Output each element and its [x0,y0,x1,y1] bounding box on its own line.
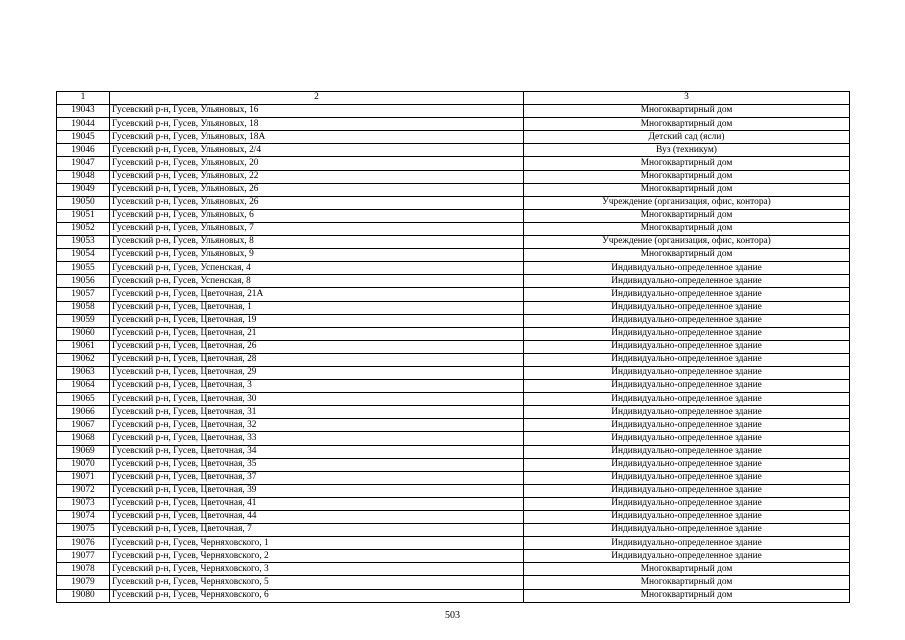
registry-table-body [57,92,850,603]
address-cell: Гусевский р-н, Гусев, Ульяновых, 9 [110,249,524,262]
table-row [57,249,850,262]
object-type-cell: Индивидуально-определенное здание [524,275,850,288]
row-number-cell: 19080 [57,589,110,602]
table-row [57,550,850,563]
row-number-cell: 19075 [57,524,110,537]
table-row [57,380,850,393]
row-number-cell: 19064 [57,380,110,393]
table-row [57,458,850,471]
row-number-cell: 19050 [57,196,110,209]
row-number-cell: 19076 [57,537,110,550]
address-cell: Гусевский р-н, Гусев, Ульяновых, 26 [110,183,524,196]
page-number: 503 [445,610,460,621]
table-row [57,340,850,353]
object-type-cell: Учреждение (организация, офис, контора) [524,196,850,209]
row-number-cell: 19073 [57,497,110,510]
object-type-cell: Многоквартирный дом [524,563,850,576]
table-row [57,262,850,275]
object-type-cell: Индивидуально-определенное здание [524,380,850,393]
table-row [57,563,850,576]
object-type-cell: Индивидуально-определенное здание [524,288,850,301]
object-type-cell: Многоквартирный дом [524,118,850,131]
address-cell: Гусевский р-н, Гусев, Цветочная, 33 [110,432,524,445]
address-cell: Гусевский р-н, Гусев, Цветочная, 26 [110,340,524,353]
row-number-cell: 19056 [57,275,110,288]
address-cell: Гусевский р-н, Гусев, Цветочная, 7 [110,524,524,537]
address-cell: Гусевский р-н, Гусев, Ульяновых, 7 [110,222,524,235]
object-type-cell: Многоквартирный дом [524,249,850,262]
column-header-1: 1 [57,92,110,105]
table-row [57,393,850,406]
table-row [57,118,850,131]
address-cell: Гусевский р-н, Гусев, Черняховского, 5 [110,576,524,589]
address-cell: Гусевский р-н, Гусев, Ульяновых, 8 [110,236,524,249]
table-row [57,183,850,196]
table-row [57,576,850,589]
table-row [57,144,850,157]
address-cell: Гусевский р-н, Гусев, Черняховского, 6 [110,589,524,602]
row-number-cell: 19045 [57,131,110,144]
object-type-cell: Индивидуально-определенное здание [524,301,850,314]
registry-table [56,91,850,603]
object-type-cell: Многоквартирный дом [524,183,850,196]
object-type-cell: Многоквартирный дом [524,170,850,183]
table-row [57,484,850,497]
address-cell: Гусевский р-н, Гусев, Ульяновых, 18А [110,131,524,144]
object-type-cell: Индивидуально-определенное здание [524,262,850,275]
row-number-cell: 19044 [57,118,110,131]
row-number-cell: 19061 [57,340,110,353]
object-type-cell: Многоквартирный дом [524,222,850,235]
address-cell: Гусевский р-н, Гусев, Ульяновых, 26 [110,196,524,209]
table-row [57,419,850,432]
table-row [57,445,850,458]
address-cell: Гусевский р-н, Гусев, Ульяновых, 2/4 [110,144,524,157]
address-cell: Гусевский р-н, Гусев, Ульяновых, 16 [110,105,524,118]
object-type-cell: Индивидуально-определенное здание [524,340,850,353]
object-type-cell: Индивидуально-определенное здание [524,537,850,550]
table-row [57,236,850,249]
column-header-2: 2 [110,92,524,105]
row-number-cell: 19049 [57,183,110,196]
row-number-cell: 19068 [57,432,110,445]
table-row [57,406,850,419]
row-number-cell: 19062 [57,353,110,366]
object-type-cell: Индивидуально-определенное здание [524,484,850,497]
object-type-cell: Индивидуально-определенное здание [524,406,850,419]
address-cell: Гусевский р-н, Гусев, Цветочная, 21 [110,327,524,340]
row-number-cell: 19043 [57,105,110,118]
row-number-cell: 19051 [57,209,110,222]
address-cell: Гусевский р-н, Гусев, Черняховского, 2 [110,550,524,563]
address-cell: Гусевский р-н, Гусев, Черняховского, 1 [110,537,524,550]
table-row [57,209,850,222]
row-number-cell: 19078 [57,563,110,576]
table-row [57,157,850,170]
address-cell: Гусевский р-н, Гусев, Цветочная, 21А [110,288,524,301]
address-cell: Гусевский р-н, Гусев, Ульяновых, 20 [110,157,524,170]
row-number-cell: 19071 [57,471,110,484]
row-number-cell: 19074 [57,511,110,524]
row-number-cell: 19047 [57,157,110,170]
address-cell: Гусевский р-н, Гусев, Ульяновых, 22 [110,170,524,183]
object-type-cell: Детский сад (ясли) [524,131,850,144]
address-cell: Гусевский р-н, Гусев, Цветочная, 30 [110,393,524,406]
object-type-cell: Индивидуально-определенное здание [524,511,850,524]
row-number-cell: 19067 [57,419,110,432]
table-row [57,353,850,366]
object-type-cell: Индивидуально-определенное здание [524,497,850,510]
object-type-cell: Индивидуально-определенное здание [524,458,850,471]
table-row [57,537,850,550]
table-row [57,301,850,314]
table-row [57,131,850,144]
table-row [57,432,850,445]
address-cell: Гусевский р-н, Гусев, Цветочная, 39 [110,484,524,497]
object-type-cell: Индивидуально-определенное здание [524,353,850,366]
table-row [57,471,850,484]
address-cell: Гусевский р-н, Гусев, Цветочная, 44 [110,511,524,524]
object-type-cell: Многоквартирный дом [524,157,850,170]
address-cell: Гусевский р-н, Гусев, Цветочная, 29 [110,366,524,379]
object-type-cell: Вуз (техникум) [524,144,850,157]
address-cell: Гусевский р-н, Гусев, Цветочная, 1 [110,301,524,314]
table-row [57,288,850,301]
object-type-cell: Индивидуально-определенное здание [524,471,850,484]
row-number-cell: 19072 [57,484,110,497]
table-row [57,511,850,524]
address-cell: Гусевский р-н, Гусев, Цветочная, 37 [110,471,524,484]
address-cell: Гусевский р-н, Гусев, Цветочная, 3 [110,380,524,393]
address-cell: Гусевский р-н, Гусев, Ульяновых, 18 [110,118,524,131]
table-row [57,222,850,235]
address-cell: Гусевский р-н, Гусев, Ульяновых, 6 [110,209,524,222]
address-cell: Гусевский р-н, Гусев, Успенская, 4 [110,262,524,275]
row-number-cell: 19057 [57,288,110,301]
object-type-cell: Многоквартирный дом [524,589,850,602]
address-cell: Гусевский р-н, Гусев, Цветочная, 35 [110,458,524,471]
object-type-cell: Многоквартирный дом [524,209,850,222]
row-number-cell: 19048 [57,170,110,183]
row-number-cell: 19053 [57,236,110,249]
address-cell: Гусевский р-н, Гусев, Черняховского, 3 [110,563,524,576]
object-type-cell: Индивидуально-определенное здание [524,314,850,327]
row-number-cell: 19058 [57,301,110,314]
object-type-cell: Учреждение (организация, офис, контора) [524,236,850,249]
row-number-cell: 19079 [57,576,110,589]
object-type-cell: Индивидуально-определенное здание [524,524,850,537]
table-row [57,196,850,209]
object-type-cell: Многоквартирный дом [524,105,850,118]
object-type-cell: Индивидуально-определенное здание [524,366,850,379]
column-header-3: 3 [524,92,850,105]
row-number-cell: 19054 [57,249,110,262]
object-type-cell: Многоквартирный дом [524,576,850,589]
table-row [57,524,850,537]
table-row [57,105,850,118]
address-cell: Гусевский р-н, Гусев, Цветочная, 34 [110,445,524,458]
object-type-cell: Индивидуально-определенное здание [524,550,850,563]
table-row [57,314,850,327]
row-number-cell: 19070 [57,458,110,471]
row-number-cell: 19055 [57,262,110,275]
row-number-cell: 19063 [57,366,110,379]
address-cell: Гусевский р-н, Гусев, Цветочная, 28 [110,353,524,366]
row-number-cell: 19059 [57,314,110,327]
table-row [57,275,850,288]
table-row [57,170,850,183]
object-type-cell: Индивидуально-определенное здание [524,445,850,458]
table-row [57,366,850,379]
row-number-cell: 19069 [57,445,110,458]
object-type-cell: Индивидуально-определенное здание [524,432,850,445]
address-cell: Гусевский р-н, Гусев, Успенская, 8 [110,275,524,288]
row-number-cell: 19046 [57,144,110,157]
row-number-cell: 19066 [57,406,110,419]
object-type-cell: Индивидуально-определенное здание [524,393,850,406]
object-type-cell: Индивидуально-определенное здание [524,327,850,340]
row-number-cell: 19077 [57,550,110,563]
row-number-cell: 19065 [57,393,110,406]
address-cell: Гусевский р-н, Гусев, Цветочная, 19 [110,314,524,327]
address-cell: Гусевский р-н, Гусев, Цветочная, 31 [110,406,524,419]
table-header-row [57,92,850,105]
address-cell: Гусевский р-н, Гусев, Цветочная, 32 [110,419,524,432]
address-cell: Гусевский р-н, Гусев, Цветочная, 41 [110,497,524,510]
row-number-cell: 19052 [57,222,110,235]
table-row [57,589,850,602]
table-row [57,497,850,510]
object-type-cell: Индивидуально-определенное здание [524,419,850,432]
row-number-cell: 19060 [57,327,110,340]
table-row [57,327,850,340]
